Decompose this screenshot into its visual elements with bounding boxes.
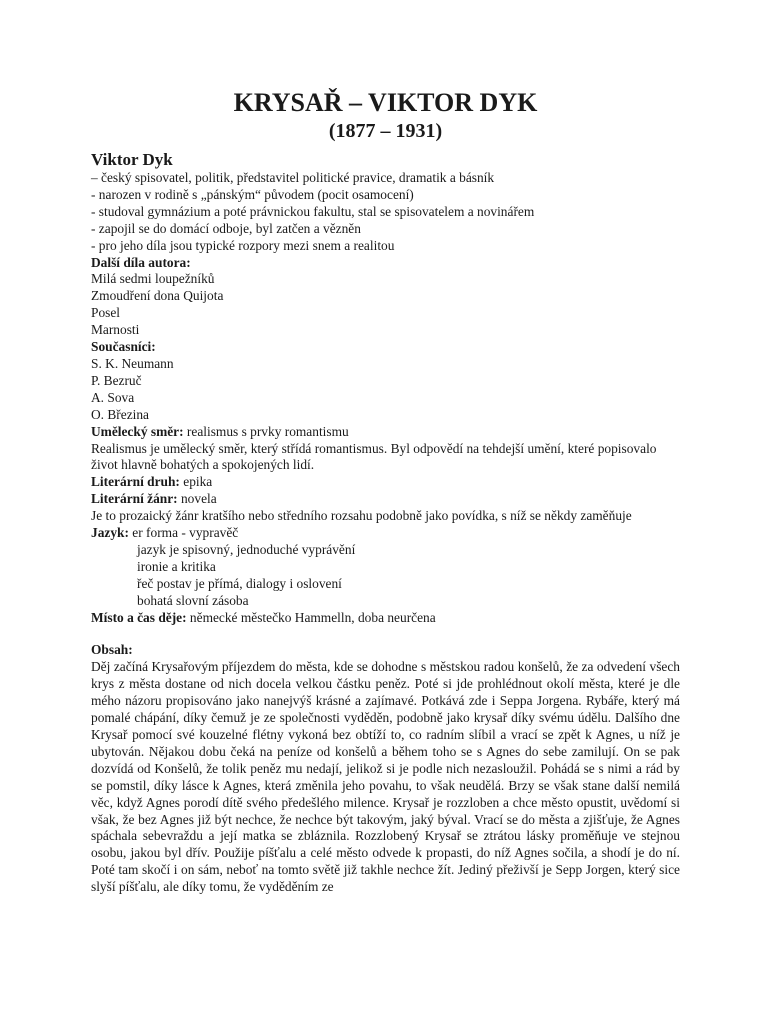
literary-genre-row — [91, 491, 680, 508]
work-item: Marnosti — [91, 322, 140, 338]
literary-kind-row — [91, 474, 680, 491]
language-item: bohatá slovní zásoba — [137, 592, 249, 608]
bio-line: - zapojil se do domácí odboje, byl zatčen a vězněn — [91, 220, 361, 236]
bio-line: – český spisovatel, politik, představitel politické pravice, dramatik a básník — [91, 170, 495, 185]
language-item: jazyk je spisovný, jednoduché vyprávění — [137, 541, 356, 557]
place-time-value: německé městečko Hammelln, doba neurčena — [186, 609, 436, 625]
language-item: řeč postav je přímá, dialogy i oslovení — [137, 575, 342, 591]
language-row — [91, 525, 680, 542]
language-value: er forma - vypravěč — [128, 525, 239, 541]
work-item: Zmoudření dona Quijota — [91, 288, 224, 304]
language-item: ironie a kritika — [137, 558, 216, 574]
bio-line: - pro jeho díla jsou typické rozpory mezi snem a realitou — [91, 237, 395, 253]
bio-line: - narozen v rodině s „pánským“ původem (pocit osamocení) — [91, 186, 414, 202]
language-label: Jazyk: — [91, 525, 129, 541]
art-direction-value: realismus s prvky romantismu — [183, 423, 349, 439]
bio-list — [91, 170, 680, 255]
spacer — [91, 626, 680, 642]
contemporary-item: A. Sova — [91, 389, 135, 405]
place-time-row — [91, 610, 680, 627]
other-works-list — [91, 271, 680, 339]
work-item: Posel — [91, 305, 121, 321]
other-works-label: Další díla autora: — [91, 254, 191, 270]
author-years: (1877 – 1931) — [328, 120, 443, 142]
content-label: Obsah: — [91, 642, 133, 658]
author-heading: Viktor Dyk — [91, 150, 173, 169]
literary-genre-label: Literární žánr: — [91, 491, 178, 507]
contemporaries-label: Současníci: — [91, 339, 156, 355]
literary-genre-text: Je to prozaický žánr kratšího nebo středního rozsahu podobně jako povídka, s níž se někdy zaměňuje — [91, 508, 632, 524]
contemporary-item: O. Březina — [91, 406, 150, 422]
bio-line: - studoval gymnázium a poté právnickou fakultu, stal se spisovatelem a novinářem — [91, 203, 535, 219]
work-item: Milá sedmi loupežníků — [91, 271, 215, 287]
contemporary-item: S. K. Neumann — [91, 355, 174, 371]
contemporaries-list — [91, 356, 680, 424]
place-time-label: Místo a čas děje: — [91, 609, 187, 625]
art-direction-text: Realismus je umělecký směr, který střídá romantismus. Byl odpovědí na tehdejší umění, které popisovalo život hlavně bohatých a spokojených lidí. — [91, 440, 657, 473]
literary-kind-value: epika — [179, 474, 213, 490]
content-text: Děj začíná Krysařovým příjezdem do města, kde se dohodne s městskou radou konšelů, že za odvedení všech krys z města dostane od nich docela velkou částku peněz. Poté si jde prohlédnout okolí města, které je dle mého názoru propisováno jako nanejvýš krásné a zajímavé. Potkává zde i Seppa Jorgena. Rybáře, který má pomalé chápání, díky čemuž je ze společnosti vyděděn, podobně jako krysař díky svému údělu. Dalšího dne Krysař pomocí své kouzelné flétny vykoná bez obtíží to, co radním slíbil a vrací se zpět k Agnes, u níž je ubytován. Nějakou dobu čeká na peníze od konšelů a během toho se s Agnes do sebe zamilují. On se pak dozvídá od Konšelů, že tolik peněz mu nedají, jelikož si je podle nich nezasloužil. Pohádá se s nimi a rád by se pomstil, díky lásce k Agnes, která změnila jeho povahu, to však neudělá. Brzy se však stane další nemilá věc, když Agnes porodí dítě svého předešlého milence. Krysař je rozzloben a chce město opustit, uvědomí si však, že bez Agnes již být nechce, že nechce být takovým, jaký býval. Vrací se do města a zjišťuje, že Agnes spáchala sebevraždu a její matka se zbláznila. Rozzlobený Krysař se ztrátou lásky proměňuje ve stejnou osobu, jakou byl dřív. Použije píšťalu a celé město odvede k propasti, do níž Agnes sočila, a shodí je do ní. Poté tam skočí i on sám, neboť na tomto světě již takhle nechce žít. Jediný přeživší je Sepp Jorgen, který sice slyší píšťalu, ale díky tomu, že vyděděním ze — [91, 659, 680, 895]
contemporary-item: P. Bezruč — [91, 372, 142, 388]
art-direction-label: Umělecký směr: — [91, 423, 184, 439]
language-list — [91, 542, 680, 610]
literary-kind-label: Literární druh: — [91, 474, 180, 490]
literary-genre-value: novela — [177, 491, 217, 507]
art-direction-row — [91, 424, 680, 441]
document-title: KRYSAŘ – VIKTOR DYK — [233, 88, 538, 117]
